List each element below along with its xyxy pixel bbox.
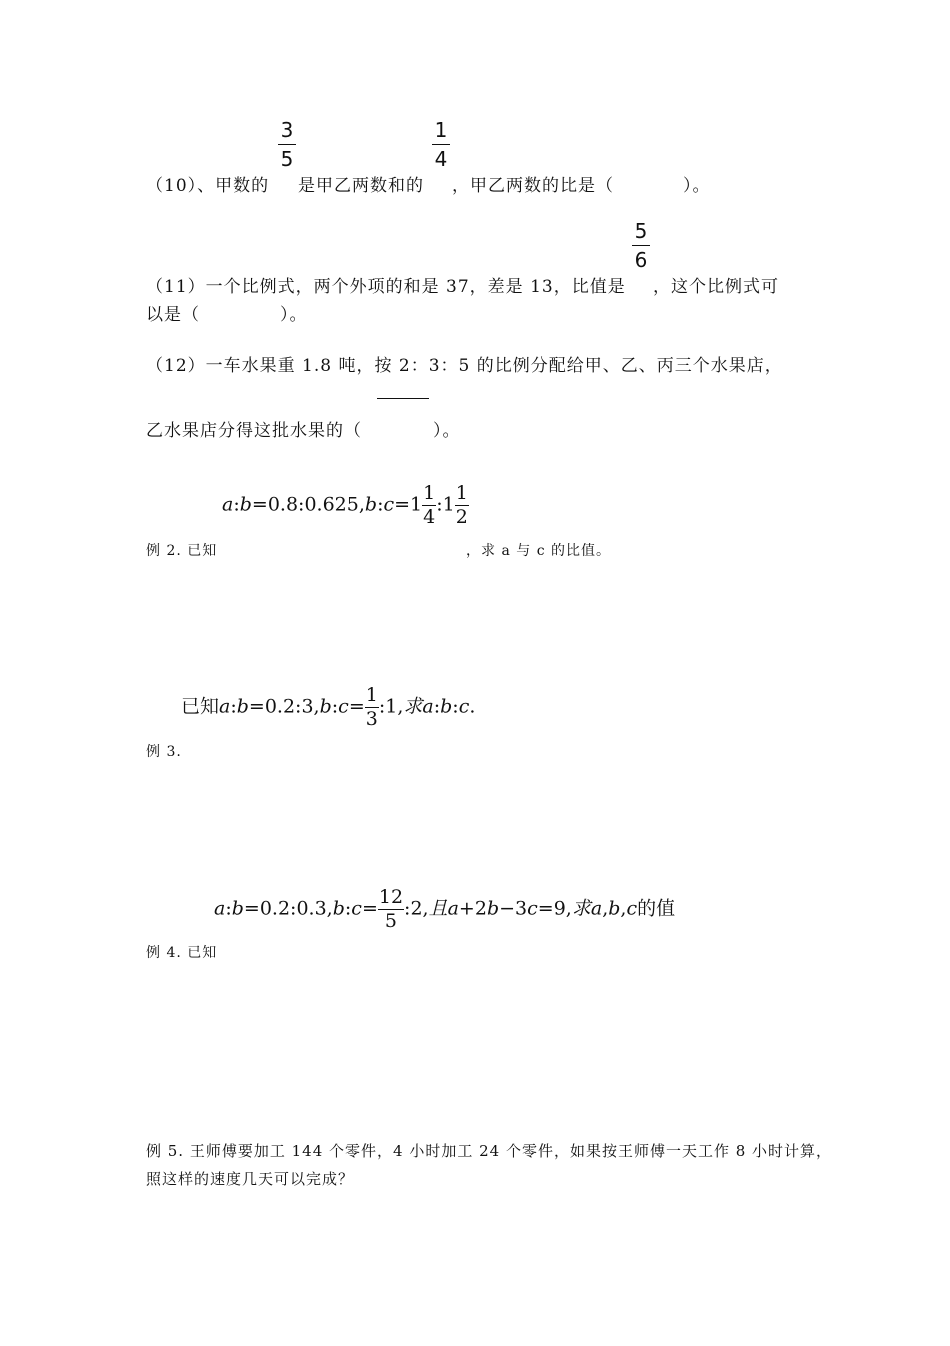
fraction-one-half: [455, 484, 469, 527]
var-b: b: [364, 493, 378, 516]
var-a: a: [422, 695, 434, 718]
comma: ,: [602, 897, 609, 920]
question-12-line2-part2: ）。: [433, 421, 461, 441]
fraction-five-sixths: [632, 221, 650, 270]
var-c: c: [338, 695, 349, 718]
var-a: a: [590, 897, 603, 920]
example-2-label: 例 2. 已知: [146, 543, 218, 559]
equals-one: =1: [394, 493, 423, 516]
ratio-value: =0.2:3,: [248, 695, 320, 718]
fraction-numerator: 5: [634, 219, 648, 243]
question-12-line2-part1: 乙水果店分得这批水果的（: [146, 421, 362, 441]
var-b: b: [440, 695, 453, 718]
colon: :: [225, 897, 232, 920]
colon-one: :1: [436, 493, 455, 516]
fraction-denominator: 5: [278, 144, 296, 169]
colon: :: [233, 493, 240, 516]
question-11-line2-part2: ）。: [280, 305, 308, 325]
value-text: 的值: [637, 897, 676, 920]
example-3-label: 例 3.: [146, 744, 182, 760]
fraction-numerator: 1: [423, 482, 436, 504]
plus-two: +2: [458, 897, 487, 920]
var-c: c: [527, 897, 538, 920]
fraction-denominator: 4: [432, 144, 450, 169]
colon: :: [344, 897, 352, 920]
fraction-numerator: 1: [455, 482, 468, 504]
question-10-part2: 是甲乙两数和的: [298, 176, 424, 196]
fraction-three-fifths: [278, 120, 296, 169]
var-c: c: [383, 493, 395, 516]
question-12-line1: （12）一车水果重 1.8 吨，按 2：3：5 的比例分配给甲、乙、丙三个水果店，: [146, 356, 783, 376]
var-a: a: [214, 897, 226, 920]
var-b: b: [236, 695, 249, 718]
fraction-denominator: 6: [632, 245, 650, 270]
fraction-numerator: 12: [378, 886, 404, 908]
fraction-denominator: 3: [365, 708, 378, 730]
var-a: a: [447, 897, 459, 920]
fraction-one-third: [365, 686, 379, 729]
var-b: b: [332, 897, 345, 920]
find-text: 求: [571, 897, 591, 920]
ratio-value: =0.8:0.625,: [251, 493, 365, 516]
fraction-denominator: 4: [423, 506, 436, 528]
equals-nine: =9,: [537, 897, 572, 920]
fraction-one-quarter: [432, 120, 450, 169]
example-3-formula: [181, 686, 475, 729]
var-c: c: [351, 897, 362, 920]
example-5-line1: 例 5. 王师傅要加工 144 个零件，4 小时加工 24 个零件，如果按王师傅一天工作 8 小时计算，: [146, 1142, 833, 1160]
colon: :: [377, 493, 384, 516]
colon: :: [452, 695, 459, 718]
question-11-line1-part2: ，这个比例式可: [653, 277, 779, 297]
var-b: b: [486, 897, 500, 920]
colon: :: [331, 695, 339, 718]
known-text: 已知: [181, 695, 220, 718]
and-text: 且: [428, 897, 448, 920]
minus-three: −3: [499, 897, 528, 920]
question-10-part4: ）。: [683, 176, 711, 196]
equals: =: [361, 897, 378, 920]
question-11-line2-part1: 以是（: [146, 305, 200, 325]
ratio-value: =0.2:0.3,: [243, 897, 333, 920]
question-11-line1-part1: （11）一个比例式，两个外项的和是 37，差是 13，比值是: [146, 277, 626, 297]
var-a: a: [222, 493, 234, 516]
var-a: a: [219, 695, 231, 718]
comma: ,: [620, 897, 627, 920]
example-4-formula: [214, 888, 675, 931]
colon: :: [433, 695, 441, 718]
colon-two: :2,: [404, 897, 429, 920]
var-c: c: [626, 897, 638, 920]
fraction-numerator: 1: [434, 118, 448, 142]
example-4-label: 例 4. 已知: [146, 945, 218, 961]
example-2-tail: ，求 a 与 c 的比值。: [466, 543, 611, 559]
example-2-formula: [222, 484, 469, 527]
var-b: b: [608, 897, 621, 920]
fraction-denominator: 5: [378, 909, 404, 931]
var-b: b: [231, 897, 244, 920]
var-b: b: [319, 695, 332, 718]
question-10-part1: （10）、甲数的: [146, 176, 270, 196]
fraction-placeholder-line: [377, 398, 429, 399]
question-10-part3: ，甲乙两数的比是（: [452, 176, 614, 196]
find-text: 求: [403, 695, 423, 718]
colon: :: [230, 695, 237, 718]
var-c: c: [458, 695, 470, 718]
fraction-denominator: 2: [455, 506, 468, 528]
fraction-numerator: 3: [280, 118, 294, 142]
period: .: [469, 695, 476, 718]
example-5-line2: 照这样的速度几天可以完成？: [146, 1170, 355, 1188]
fraction-one-quarter: [422, 484, 436, 527]
fraction-twelve-fifths: [378, 888, 404, 931]
fraction-numerator: 1: [365, 684, 378, 706]
var-b: b: [239, 493, 252, 516]
colon-one: :1,: [378, 695, 404, 718]
equals: =: [348, 695, 365, 718]
